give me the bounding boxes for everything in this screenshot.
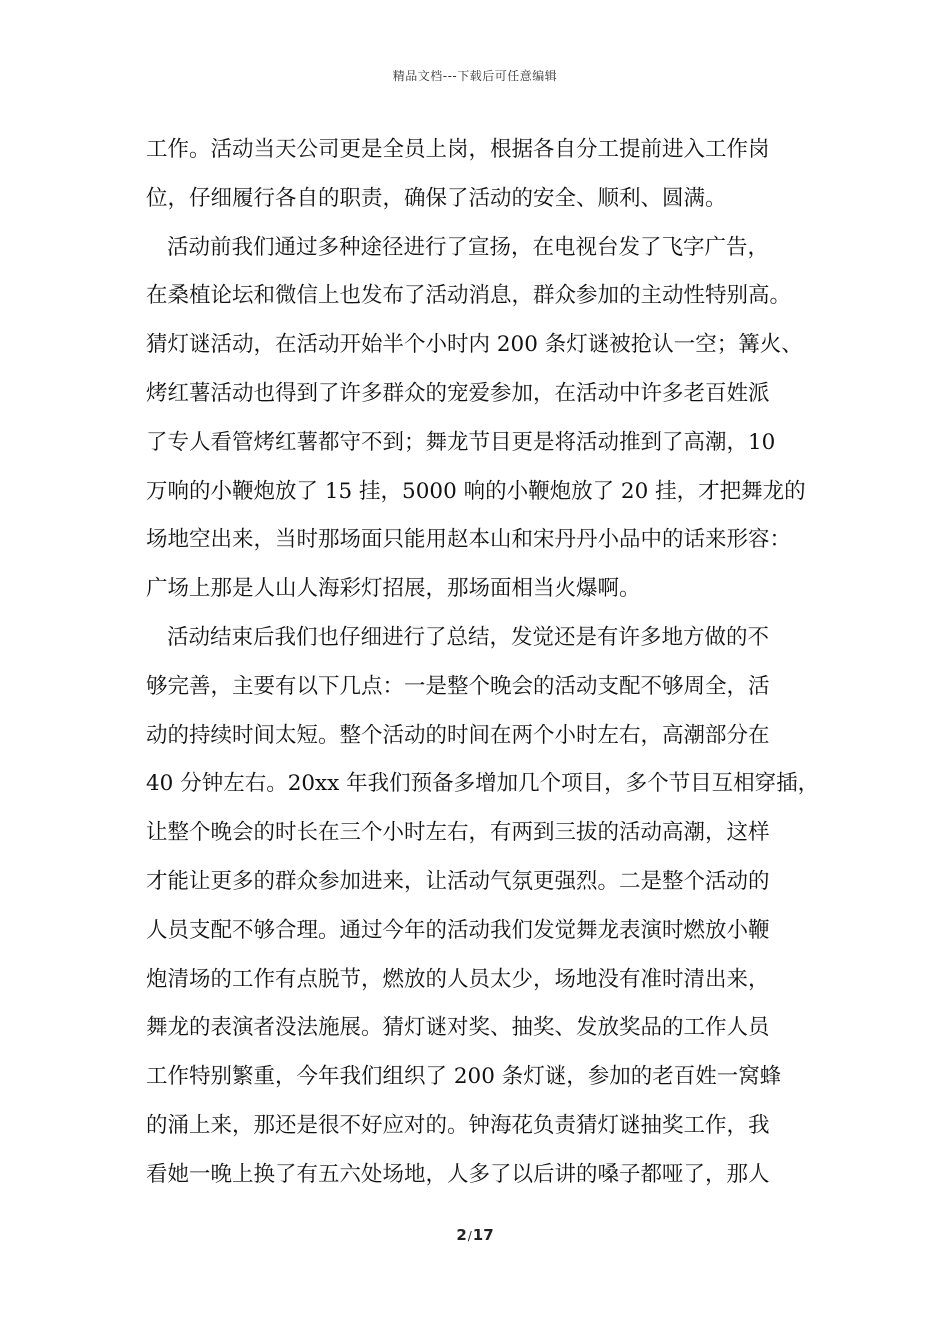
page-number: [0, 1226, 950, 1244]
text-line: 烤红薯活动也得到了许多群众的宠爱参加，在活动中许多老百姓派: [146, 380, 770, 406]
text-line: 工作特别繁重，今年我们组织了 200 条灯谜，参加的老百姓一窝蜂: [146, 1064, 782, 1090]
text-line: 人员支配不够合理。通过今年的活动我们发觉舞龙表演时燃放小鞭: [146, 917, 770, 943]
current-page-number: 2: [456, 1226, 467, 1244]
text-line: 位，仔细履行各自的职责，确保了活动的安全、顺利、圆满。: [146, 185, 727, 211]
document-body: [146, 126, 820, 1200]
text-line: 才能让更多的群众参加进来，让活动气氛更强烈。二是整个活动的: [146, 868, 770, 894]
page-header: 精品文档---下载后可任意编辑: [392, 69, 558, 83]
text-line: 让整个晚会的时长在三个小时左右，有两到三拔的活动高潮，这样: [146, 820, 770, 846]
text-line: 炮清场的工作有点脱节，燃放的人员太少，场地没有准时清出来，: [146, 966, 770, 992]
text-line: 场地空出来，当时那场面只能用赵本山和宋丹丹小品中的话来形容：: [146, 527, 792, 553]
text-line: 看她一晚上换了有五六处场地，人多了以后讲的嗓子都哑了，那人: [146, 1161, 770, 1187]
text-line: 舞龙的表演者没法施展。猜灯谜对奖、抽奖、发放奖品的工作人员: [146, 1015, 770, 1041]
text-line: 在桑植论坛和微信上也发布了活动消息，群众参加的主动性特别高。: [146, 283, 792, 309]
text-line: 40 分钟左右。20xx 年我们预备多增加几个项目，多个节目互相穿插，: [146, 771, 820, 797]
text-line: 活动前我们通过多种途径进行了宣扬，在电视台发了飞字广告，: [167, 234, 770, 260]
text-line: 的涌上来，那还是很不好应对的。钟海花负责猜灯谜抽奖工作，我: [146, 1112, 770, 1138]
page-separator: /: [467, 1229, 472, 1243]
text-line: 广场上那是人山人海彩灯招展，那场面相当火爆啊。: [146, 576, 641, 602]
text-line: 了专人看管烤红薯都守不到；舞龙节目更是将活动推到了高潮，10: [146, 429, 776, 455]
text-line: 猜灯谜活动，在活动开始半个小时内 200 条灯谜被抢认一空；篝火、: [146, 332, 803, 358]
text-line: 万响的小鞭炮放了 15 挂，5000 响的小鞭炮放了 20 挂，才把舞龙的: [146, 478, 806, 504]
text-line: 够完善，主要有以下几点：一是整个晚会的活动支配不够周全，活: [146, 673, 770, 699]
total-pages: 17: [472, 1226, 494, 1244]
text-line: 活动结束后我们也仔细进行了总结，发觉还是有许多地方做的不: [167, 624, 770, 650]
text-line: 工作。活动当天公司更是全员上岗，根据各自分工提前进入工作岗: [146, 137, 770, 162]
text-line: 动的持续时间太短。整个活动的时间在两个小时左右，高潮部分在: [146, 722, 770, 748]
